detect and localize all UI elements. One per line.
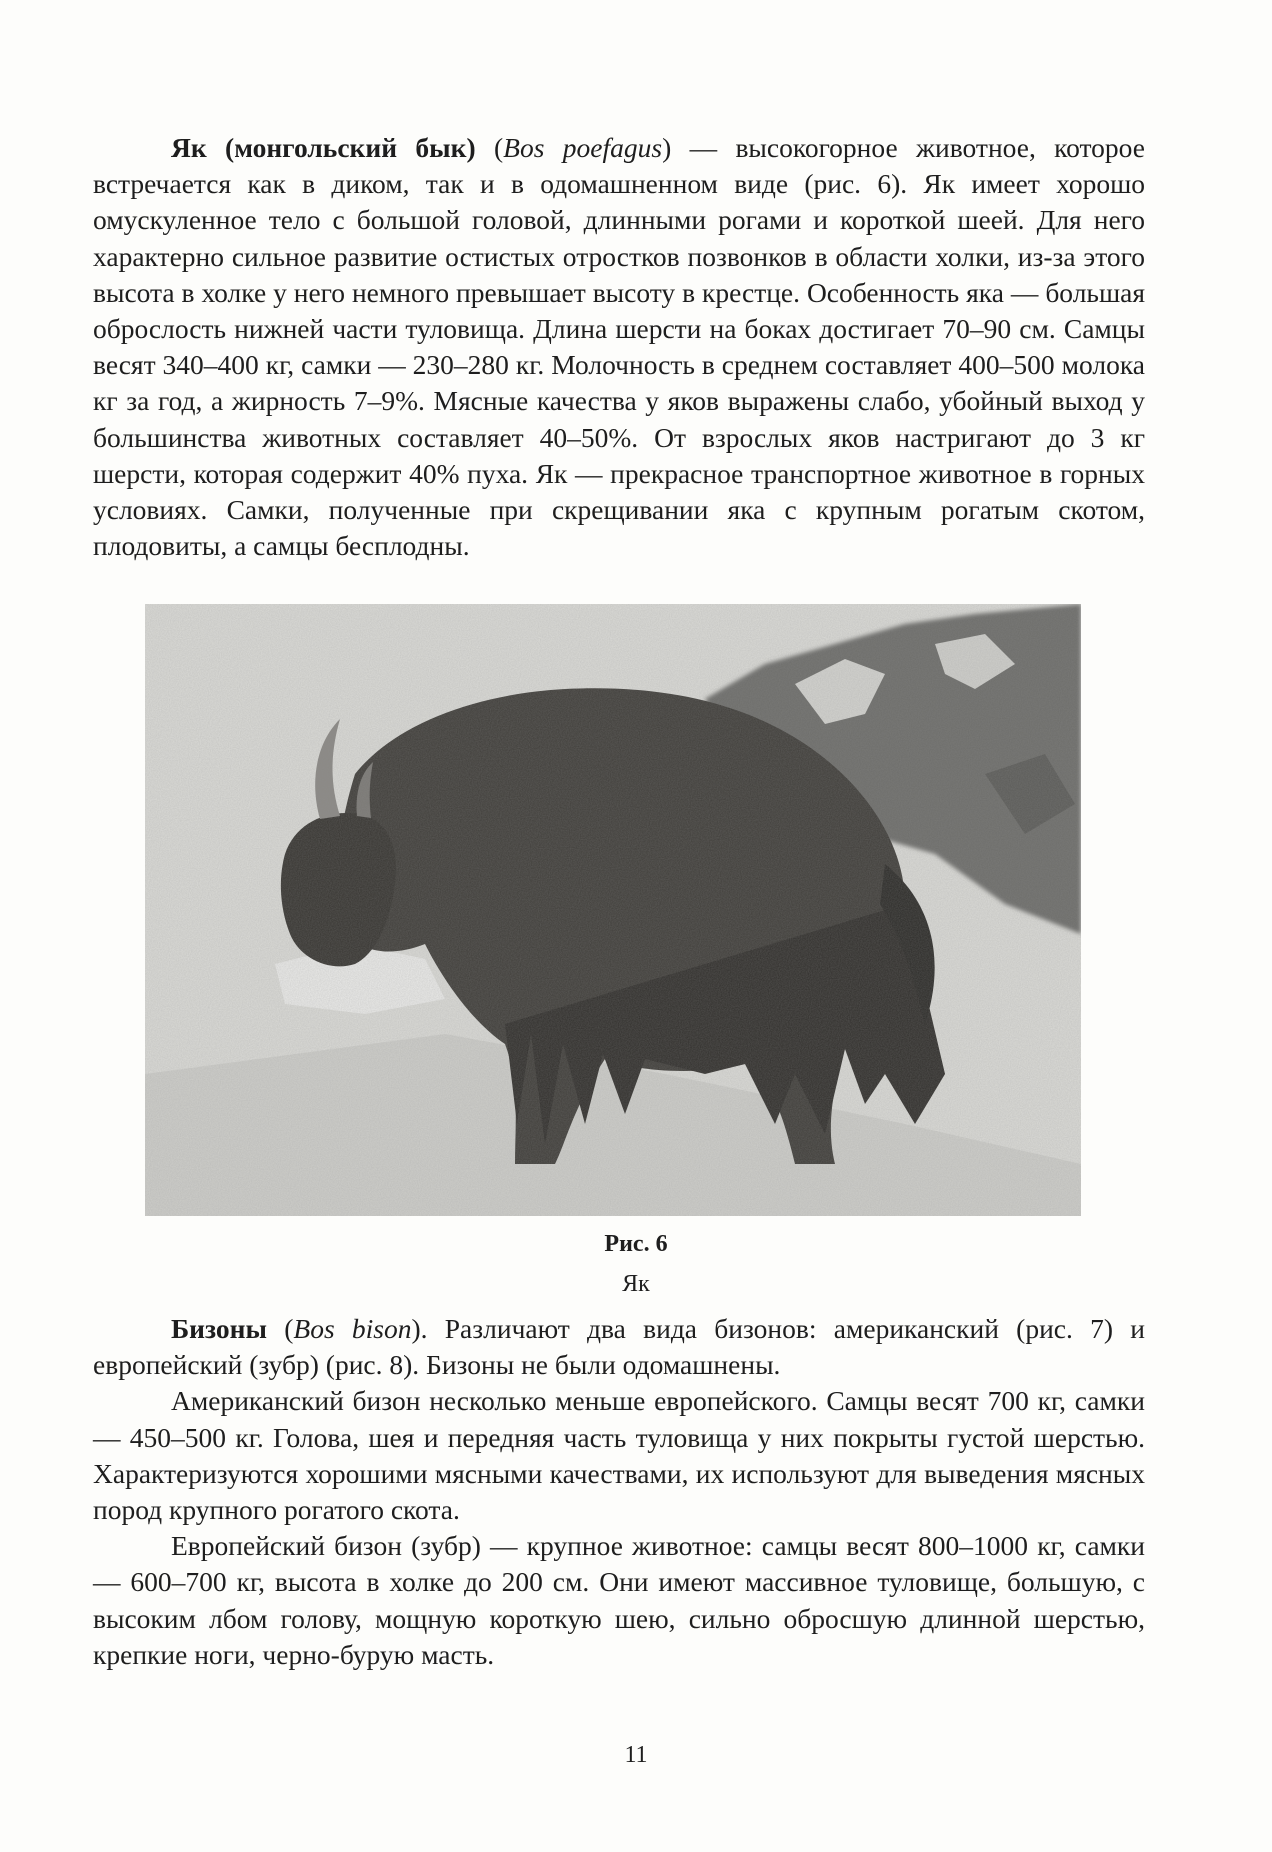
yak-heading: Як (монгольский бык) [171,132,476,163]
bison-paragraph [93,1311,1145,1383]
yak-illustration [145,604,1081,1216]
yak-latin-open: ( [475,132,504,163]
american-bison-paragraph: Американский бизон несколько меньше европейского. Самцы весят 700 кг, самки — 450–500 кг. Голова, шея и передняя часть туловища у них покрыты густой шерстью. Характеризуются хорошими мясными качествами, их используют для выведения мясных пород крупного рогатого скота. [93,1385,1145,1526]
yak-section [93,130,1145,564]
yak-description: ) — высокогорное животное, которое встречается как в диком, так и в одомашненном виде (рис. 6). Як имеет хорошо омускуленное тело с большой головой, длинными рогами и короткой шеей. Для него характерно сильное развитие остистых отростков позвонков в области холки, из-за этого высота в холке у него немного превышает высоту в крестце. Особенность яка — большая оброслость нижней части туловища. Длина шерсти на боках достигает 70–90 см. Самцы весят 340–400 кг, самки — 230–280 кг. Молочность в среднем составляет 400–500 молока кг за год, а жирность 7–9%. Мясные качества у яков выражены слабо, убойный выход у большинства животных составляет 40–50%. От взрослых яков настригают до 3 кг шерсти, которая содержит 40% пуха. Як — прекрасное транспортное животное в горных условиях. Самки, полученные при скрещивании яка с крупным рогатым скотом, плодовиты, а самцы бесплодны. [93,132,1145,562]
european-bison-paragraph: Европейский бизон (зубр) — крупное животное: самцы весят 800–1000 кг, самки — 600–700 кг, высота в холке до 200 см. Они имеют массивное туловище, большую, с высоким лбом голову, мощную короткую шею, сильно обросшую длинной шерстью, крепкие ноги, черно-бурую масть. [93,1530,1145,1670]
yak-paragraph [93,130,1145,564]
bison-latin-open: ( [266,1313,294,1344]
bison-intro: ). Различают два вида бизонов: американский (рис. 7) и европейский (зубр) (рис. 8). Бизоны не были одомашнены. [93,1313,1145,1381]
yak-photo [145,604,1081,1216]
page-number: 11 [624,1742,648,1768]
bison-heading: Бизоны [171,1313,267,1344]
bison-section [93,1311,1145,1673]
figure-number: Рис. 6 [604,1231,668,1257]
yak-latin-name: Bos poefagus [503,132,663,163]
bison-latin-name: Bos bison [293,1313,412,1344]
figure-caption: Як [622,1271,650,1297]
